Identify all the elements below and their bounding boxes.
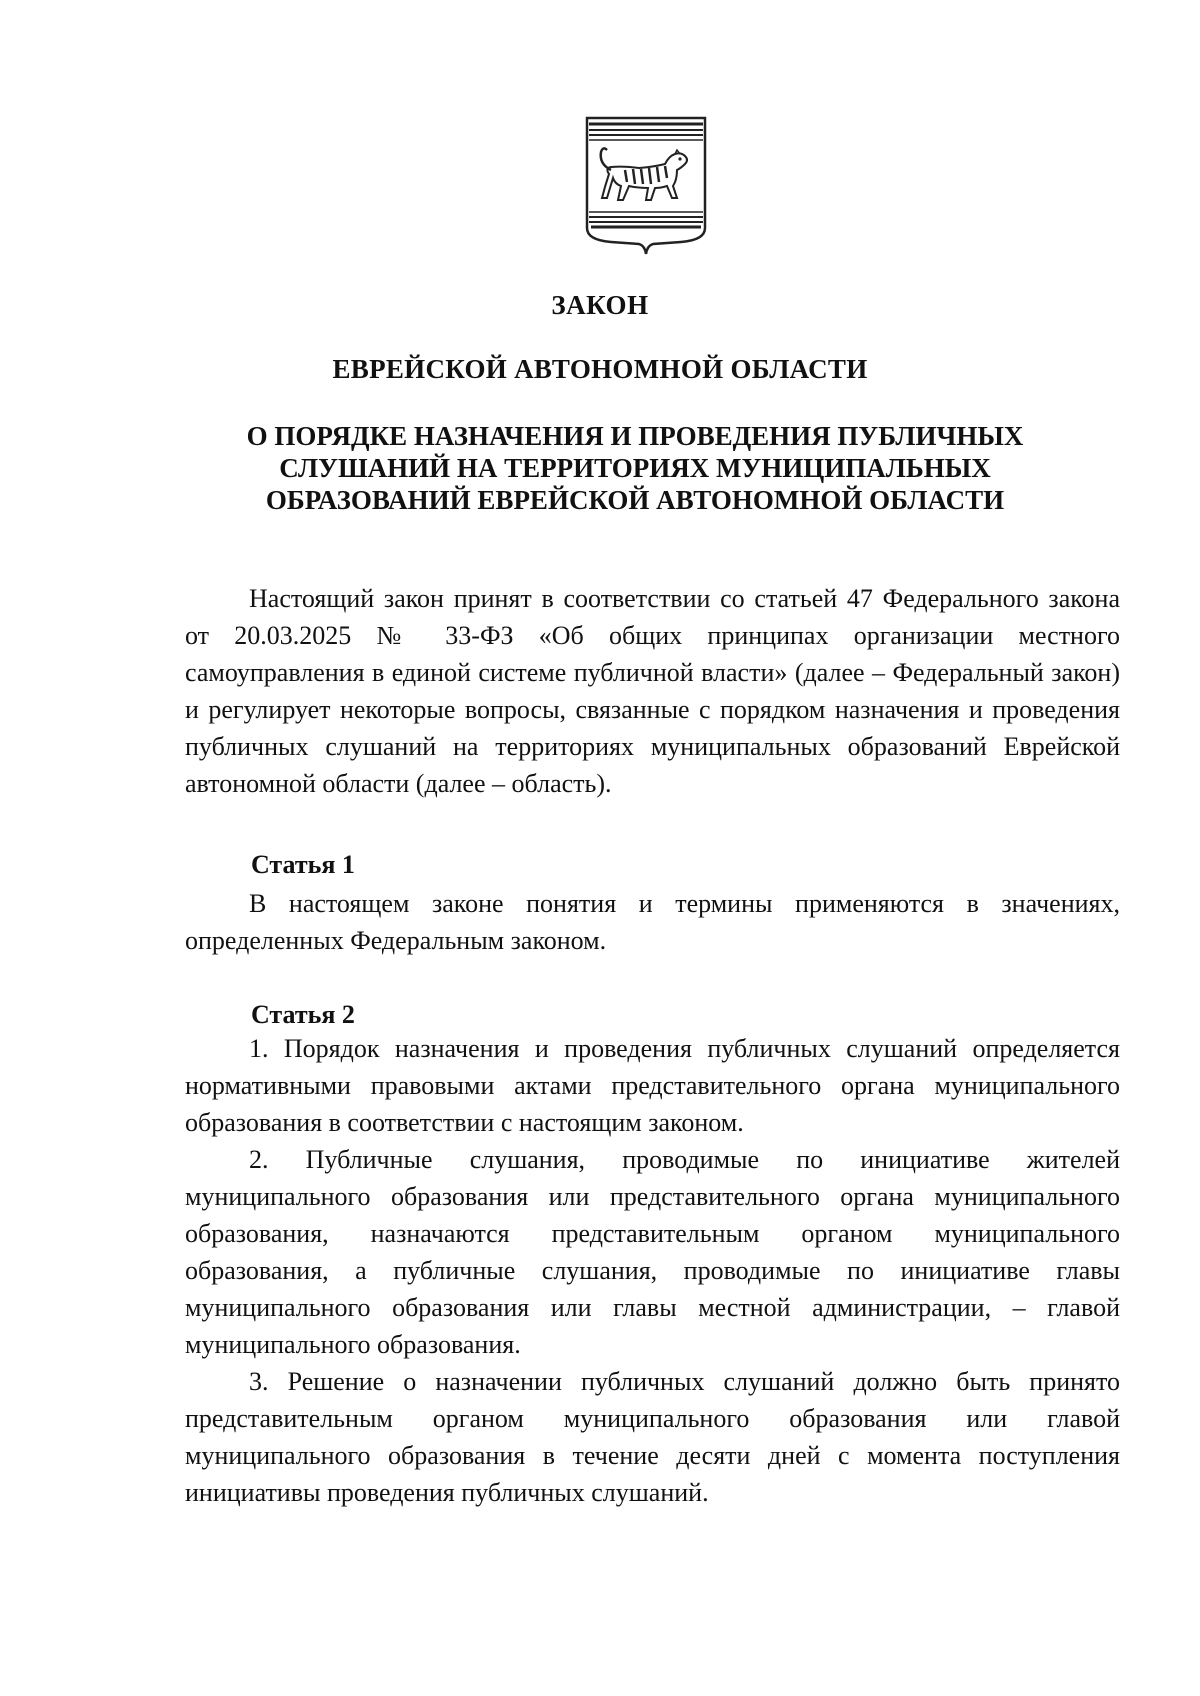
subject-line: СЛУШАНИЙ НА ТЕРРИТОРИЯХ МУНИЦИПАЛЬНЫХ: [279, 453, 991, 483]
article-paragraph: 2. Публичные слушания, проводимые по инициативе жителей муниципального образования или представительного органа муниципального образования, назначаются представительным органом муниципального образования, а публичные слушания, проводимые по инициативе главы муниципального образования или главы местной администрации, – главой муниципального образования.: [185, 1145, 1120, 1359]
preamble-paragraph: Настоящий закон принят в соответствии со статьей 47 Федерального закона от 20.03.2025 № 33-ФЗ «Об общих принципах организации местного самоуправления в единой системе публичной власти» (далее – Федеральный закон) и регулирует некоторые вопросы, связанные с порядком назначения и проведения публичных слушаний на территориях муниципальных образований Еврейской автономной области (далее – область).: [185, 584, 1120, 798]
region-title: ЕВРЕЙСКОЙ АВТОНОМНОЙ ОБЛАСТИ: [332, 354, 868, 384]
subject-line: О ПОРЯДКЕ НАЗНАЧЕНИЯ И ПРОВЕДЕНИЯ ПУБЛИЧНЫХ: [246, 421, 1024, 451]
preamble-section: [185, 580, 1120, 802]
law-subject-title: [220, 420, 1050, 516]
document-type-title: ЗАКОН: [551, 290, 649, 320]
article-2-heading: Статья 2: [251, 1000, 355, 1029]
article-2-body: [185, 1030, 1120, 1511]
coat-of-arms-tiger-icon: [581, 112, 711, 260]
article-paragraph: 3. Решение о назначении публичных слушаний должно быть принято представительным органом муниципального образования или главой муниципального образования в течение десяти дней с момента поступления инициативы проведения публичных слушаний.: [185, 1367, 1120, 1507]
article-1-body: [185, 885, 1120, 959]
article-1-heading: Статья 1: [251, 850, 355, 879]
article-paragraph: 1. Порядок назначения и проведения публичных слушаний определяется нормативными правовыми актами представительного органа муниципального образования в соответствии с настоящим законом.: [185, 1034, 1120, 1137]
subject-line: ОБРАЗОВАНИЙ ЕВРЕЙСКОЙ АВТОНОМНОЙ ОБЛАСТИ: [265, 485, 1005, 515]
article-paragraph: В настоящем законе понятия и термины применяются в значениях, определенных Федеральным законом.: [185, 889, 1120, 955]
